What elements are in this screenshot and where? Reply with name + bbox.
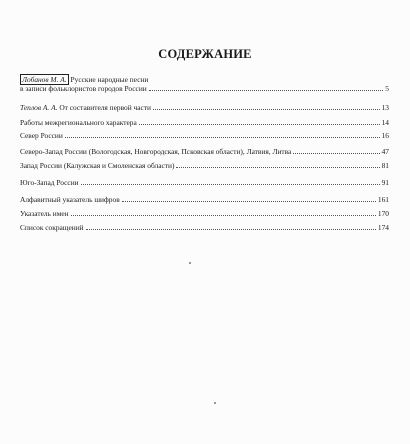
scan-speck (189, 262, 191, 264)
toc-entry (20, 103, 389, 112)
toc-entry-title: Юго-Запад России (20, 178, 79, 187)
dot-leader (71, 215, 376, 216)
toc-entry-page: 174 (377, 223, 389, 232)
toc-entry-author: Лобанов М. А. (22, 75, 67, 84)
toc-entry-page: 81 (381, 161, 389, 170)
toc-entry-page: 91 (381, 178, 389, 187)
toc-entry-page: 5 (385, 84, 389, 93)
toc-entry-title: Список сокращений (20, 223, 84, 232)
toc-entry-page: 13 (381, 103, 389, 112)
toc-entry (20, 131, 389, 140)
toc-entry-page: 170 (377, 209, 389, 218)
scan-speck (214, 402, 216, 404)
dot-leader (293, 153, 379, 154)
dot-leader (153, 109, 380, 110)
toc-entry (20, 195, 389, 204)
toc-entry-title-continued: в записи фольклористов городов России (20, 84, 147, 93)
toc-entry-page: 14 (381, 118, 389, 127)
toc-entry-title: Северо-Запад России (Вологодская, Новгородская, Псковская области), Латвия, Литва (20, 147, 292, 156)
toc-entry-title: От составителя первой части (59, 103, 152, 112)
toc-entry (20, 147, 389, 156)
dot-leader (65, 137, 380, 138)
toc-entry (20, 223, 389, 232)
toc-entry-title: Работы межрегионального характера (20, 118, 137, 127)
toc-entry-page: 16 (381, 131, 389, 140)
toc-entry-title: Указатель имен (20, 209, 69, 218)
toc-entry (20, 75, 389, 93)
toc-entry-title: Запад России (Калужская и Смоленская области) (20, 161, 175, 170)
dot-leader (139, 124, 380, 125)
toc-entry-title: Север России (20, 131, 63, 140)
toc-entry-page: 161 (377, 195, 389, 204)
page-title: СОДЕРЖАНИЕ (158, 47, 252, 61)
toc-entry (20, 178, 389, 187)
toc-entry-page: 47 (381, 147, 389, 156)
dot-leader (81, 184, 380, 185)
toc-entry (20, 209, 389, 218)
toc-entry-author: Теплов А. А. (20, 103, 58, 112)
toc-entry-title: Алфавитный указатель шифров (20, 195, 120, 204)
toc-entry-title: Русские народные песни (70, 75, 149, 84)
toc-entry (20, 161, 389, 170)
dot-leader (86, 229, 376, 230)
dot-leader (176, 167, 379, 168)
toc-entry (20, 118, 389, 127)
dot-leader (122, 201, 376, 202)
dot-leader (149, 90, 384, 91)
